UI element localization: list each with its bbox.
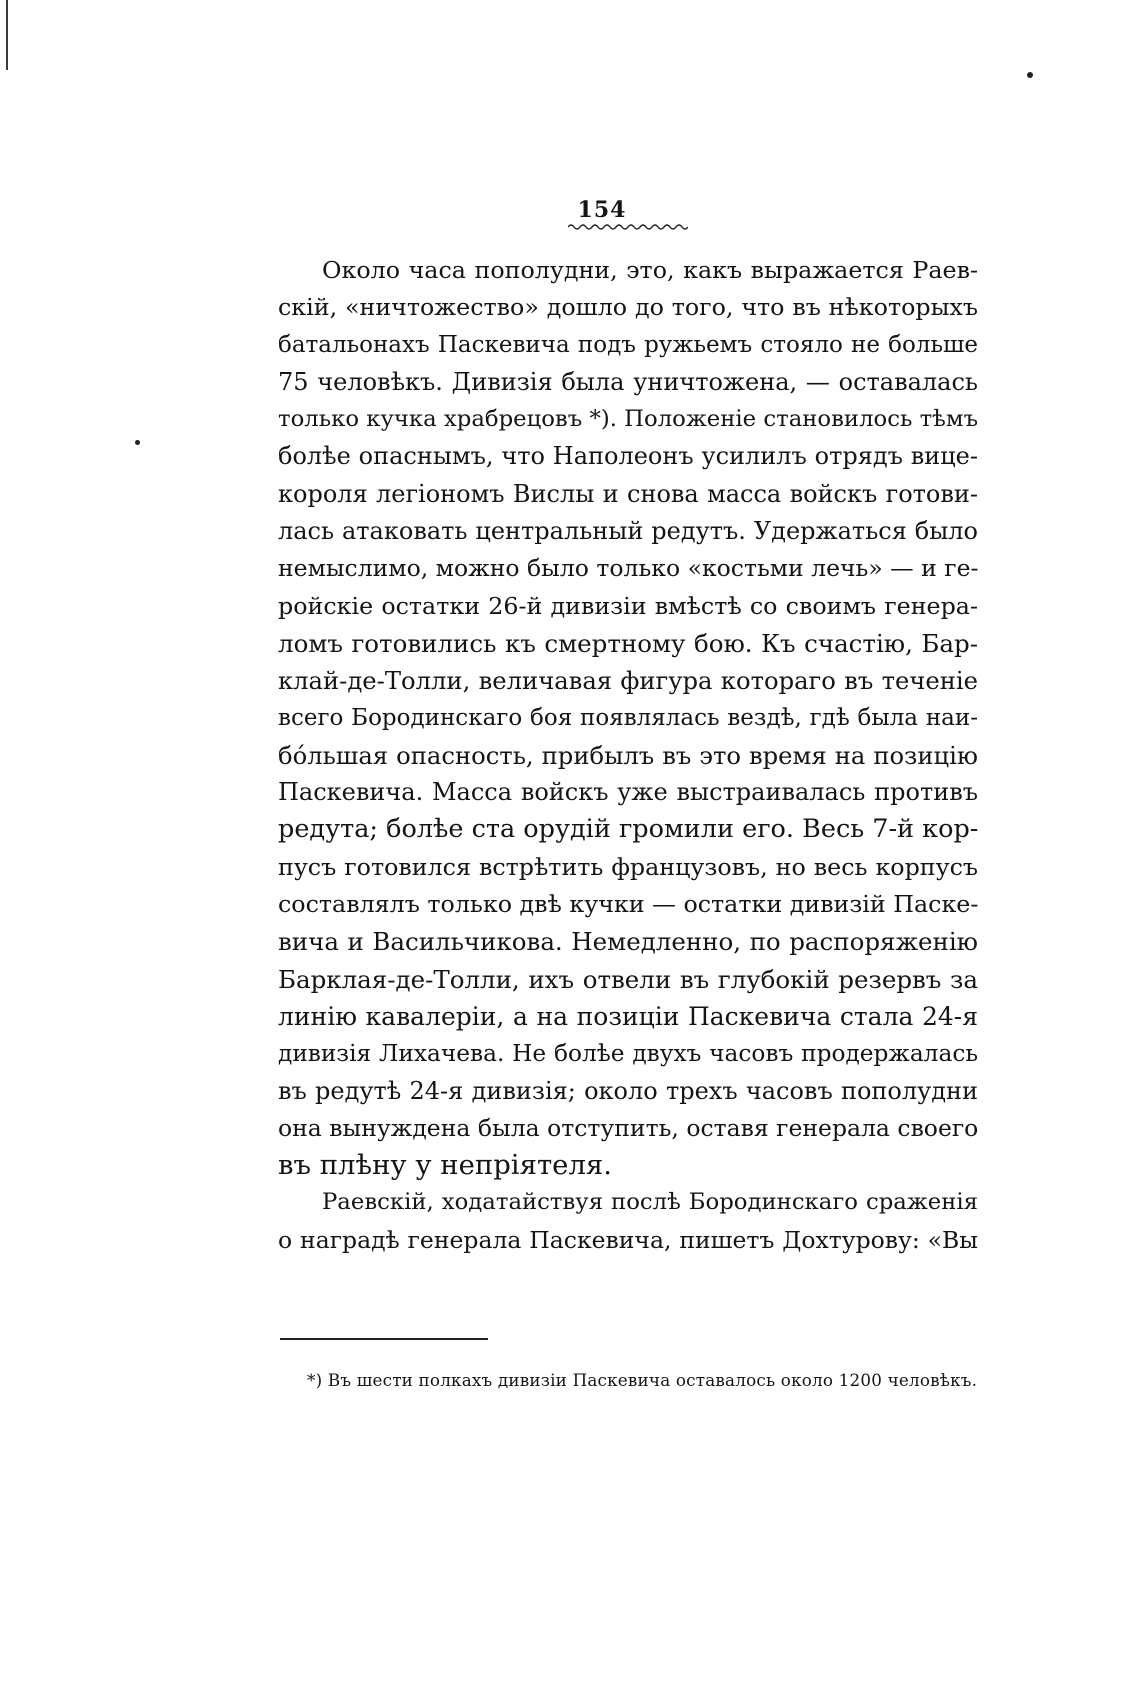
text-line: короля легіономъ Вислы и снова масса войскъ готови- xyxy=(278,479,978,508)
text-line: въ редутѣ 24-я дивизія; около трехъ часовъ пополудни xyxy=(278,1076,978,1105)
text-line: немыслимо, можно было только «костьми лечь» — и ге- xyxy=(278,554,979,583)
scan-edge-line xyxy=(6,0,8,70)
text-line: только кучка храбрецовъ *). Положеніе становилось тѣмъ xyxy=(278,406,979,433)
footnote: *) Въ шести полкахъ дивизіи Паскевича оставалось около 1200 человѣкъ. xyxy=(307,1370,978,1390)
text-line: Паскевича. Масса войскъ уже выстраивалась противъ xyxy=(278,778,978,807)
text-line: въ плѣну у непріятеля. xyxy=(278,1149,613,1182)
text-line: о наградѣ генерала Паскевича, пишетъ Дохтурову: «Вы xyxy=(278,1225,978,1254)
text-line: батальонахъ Паскевича подъ ружьемъ стояло не больше xyxy=(278,331,978,358)
text-line: линію кавалеріи, а на позиціи Паскевича стала 24-я xyxy=(278,1001,978,1031)
text-line: скій, «ничтожество» дошло до того, что въ нѣкоторыхъ xyxy=(278,293,978,322)
body-text xyxy=(278,252,978,1259)
text-line: лась атаковать центральный редутъ. Удержаться было xyxy=(278,517,978,546)
text-line: 75 человѣкъ. Дивизія была уничтожена, — оставалась xyxy=(278,367,978,396)
scan-speck xyxy=(1027,72,1033,78)
text-line: ломъ готовились къ смертному бою. Къ счастію, Бар- xyxy=(278,628,978,658)
text-line: вича и Васильчикова. Немедленно, по распоряженію xyxy=(278,927,978,957)
page-number: 154 xyxy=(577,197,627,223)
text-line: клай-де-Толли, величавая фигура котораго въ теченіе xyxy=(278,666,978,696)
text-line: пусъ готовился встрѣтить французовъ, но весь корпусъ xyxy=(278,852,978,881)
text-line: редута; болѣе ста орудій громили его. Весь 7-й кор- xyxy=(278,814,979,845)
page-number-ornament xyxy=(568,222,688,232)
scan-speck xyxy=(135,440,140,445)
text-line: составлялъ только двѣ кучки — остатки дивизій Паске- xyxy=(278,890,979,919)
footnote-divider xyxy=(280,1338,488,1340)
text-line: бóльшая опасность, прибылъ въ это время на позицію xyxy=(278,740,978,770)
text-line: Раевскій, ходатайствуя послѣ Бородинскаго сраженія xyxy=(322,1189,978,1216)
text-line: Около часа пополудни, это, какъ выражается Раев- xyxy=(322,256,978,284)
text-line: дивизія Лихачева. Не болѣе двухъ часовъ продержалась xyxy=(278,1040,978,1068)
text-line: болѣе опаснымъ, что Наполеонъ усилилъ отрядъ вице- xyxy=(278,442,978,471)
text-line: всего Бородинскаго боя появлялась вездѣ, гдѣ была наи- xyxy=(278,704,978,731)
text-line: Барклая-де-Толли, ихъ отвели въ глубокій резервъ за xyxy=(278,964,978,994)
text-line: ройскіе остатки 26-й дивизіи вмѣстѣ со своимъ генера- xyxy=(278,591,978,620)
text-line: она вынуждена была отступить, оставя генерала своего xyxy=(278,1113,979,1142)
